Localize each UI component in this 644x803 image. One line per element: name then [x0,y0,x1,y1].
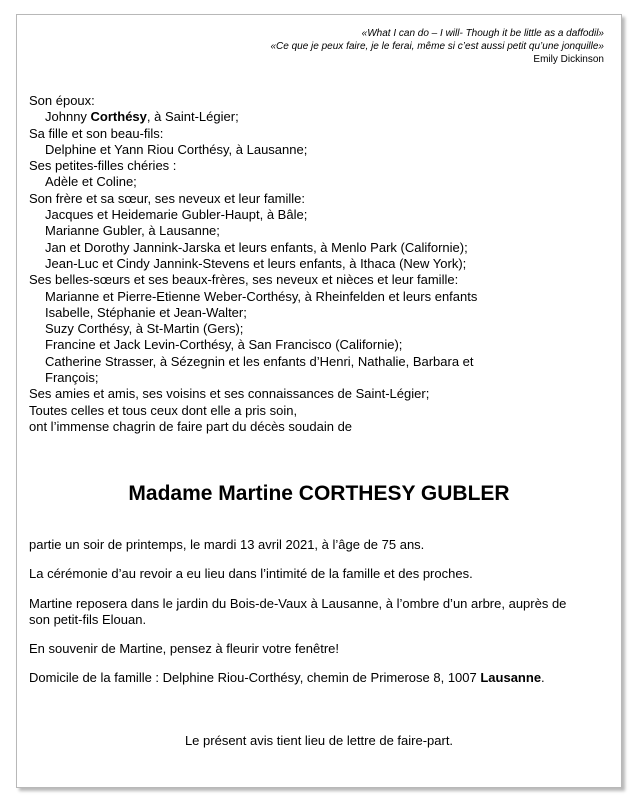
paragraph-flowers: En souvenir de Martine, pensez à fleurir votre fenêtre! [29,641,339,657]
list-item: Francine et Jack Levin-Corthésy, à San Francisco (Californie); [45,337,403,353]
friends-line: Ses amies et amis, ses voisins et ses connaissances de Saint-Légier; [29,386,430,402]
inlaws-heading: Ses belles-sœurs et ses beaux-frères, ses neveux et nièces et leur famille: [29,272,459,288]
announce-line: ont l’immense chagrin de faire part du décès soudain de [29,418,353,434]
daughter-line: Delphine et Yann Riou Corthésy, à Lausanne; [45,141,308,157]
granddaughters-line: Adèle et Coline; [45,174,137,190]
list-item: Marianne et Pierre-Etienne Weber-Corthésy, à Rheinfelden et leurs enfants [45,288,478,304]
all-line: Toutes celles et tous ceux dont elle a pris soin, [29,402,298,418]
address-city: Lausanne [480,670,542,686]
paragraph-ceremony: La cérémonie d’au revoir a eu lieu dans l’intimité de la famille et des proches. [29,566,473,582]
list-item: Marianne Gubler, à Lausanne; [45,223,220,239]
husband-line [29,109,589,125]
list-item: Isabelle, Stéphanie et Jean-Walter; [45,304,247,320]
granddaughters-heading: Ses petites-filles chéries : [29,158,177,174]
list-item: Suzy Corthésy, à St-Martin (Gers); [45,321,244,337]
brother-heading: Son frère et sa sœur, ses neveux et leur famille: [29,190,306,206]
epigraph [270,27,604,66]
paragraph-date: partie un soir de printemps, le mardi 13 avril 2021, à l’âge de 75 ans. [29,537,425,552]
husband-heading: Son époux: [29,93,95,108]
paragraph-address [29,670,589,686]
list-item: Catherine Strasser, à Sézegnin et les enfants d’Henri, Nathalie, Barbara et François; [45,353,474,386]
quote-author: Emily Dickinson [533,54,604,65]
deceased-name: Madame Martine CORTHESY GUBLER [128,482,510,505]
notice-body [29,537,589,687]
quote-english: «What I can do – I will- Though it be little as a daffodil» [361,28,604,39]
address-end: . [541,670,545,686]
closing-note: Le présent avis tient lieu de lettre de faire-part. [184,733,454,748]
husband-prefix: Johnny [45,109,91,125]
address-text: Domicile de la famille : Delphine Riou-Corthésy, chemin de Primerose 8, 1007 [29,670,481,686]
daughter-heading: Sa fille et son beau-fils: [29,125,164,141]
list-item: Jacques et Heidemarie Gubler-Haupt, à Bâle; [45,207,308,223]
quote-french: «Ce que je peux faire, je le ferai, même si c’est aussi petit qu’une jonquille» [270,41,604,52]
husband-surname: Corthésy [90,109,147,125]
paragraph-burial: Martine reposera dans le jardin du Bois-de-Vaux à Lausanne, à l’ombre d’un arbre, auprès de son petit-fils Elouan. [29,595,567,627]
list-item: Jan et Dorothy Jannink-Jarska et leurs enfants, à Menlo Park (Californie); [45,239,468,255]
family-list [29,93,589,435]
list-item: Jean-Luc et Cindy Jannink-Stevens et leurs enfants, à Ithaca (New York); [45,255,467,271]
husband-suffix: , à Saint-Légier; [146,109,239,125]
